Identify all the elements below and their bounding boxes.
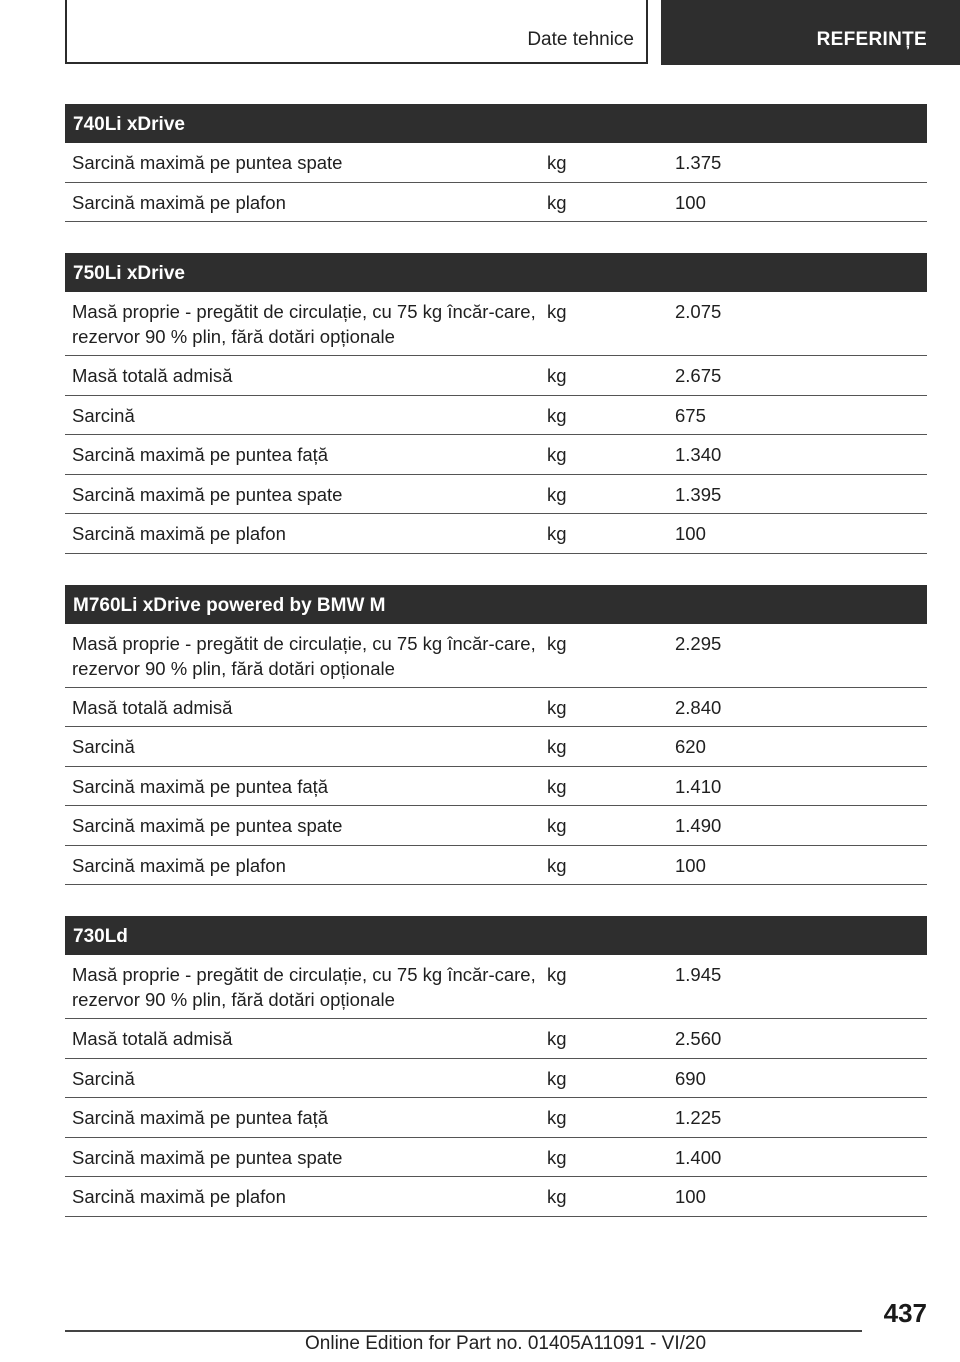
- table-row: [65, 767, 927, 807]
- table-row: [65, 1059, 927, 1099]
- row-label: Sarcină maximă pe plafon: [72, 1186, 286, 1207]
- row-unit: kg: [547, 775, 567, 797]
- row-unit: kg: [547, 696, 567, 718]
- edition-footer: Online Edition for Part no. 01405A11091 - VI/20: [305, 1333, 707, 1354]
- page-number: 437: [883, 1298, 927, 1328]
- row-value: 1.400: [675, 1146, 722, 1168]
- row-value: 2.295: [675, 632, 722, 654]
- table-row: [65, 624, 927, 688]
- row-label: Sarcină maximă pe puntea față: [72, 444, 329, 465]
- row-label: Masă proprie - pregătit de circulație, cu 75 kg încăr‐care, rezervor 90 % plin, fără dotări opționale: [72, 632, 536, 679]
- row-value: 1.340: [675, 444, 722, 465]
- row-unit: kg: [547, 444, 567, 465]
- table-row: [65, 1019, 927, 1059]
- row-value: 1.945: [675, 964, 722, 985]
- row-label: Sarcină maximă pe plafon: [72, 854, 286, 876]
- table-row: [65, 356, 927, 396]
- row-value: 2.675: [675, 365, 722, 386]
- table-row: [65, 396, 927, 436]
- row-value: 100: [675, 191, 706, 213]
- chapter-title: REFERINȚE: [816, 29, 927, 50]
- table-row: [65, 727, 927, 767]
- row-value: 2.560: [675, 1028, 722, 1049]
- row-unit: kg: [547, 1107, 567, 1128]
- row-label: Sarcină maximă pe puntea spate: [72, 815, 343, 836]
- row-value: 100: [675, 523, 706, 544]
- row-value: 1.410: [675, 775, 722, 797]
- row-label: Sarcină maximă pe puntea spate: [72, 152, 343, 173]
- row-unit: kg: [547, 483, 567, 505]
- row-unit: kg: [547, 1067, 567, 1089]
- row-label: Masă totală admisă: [72, 365, 233, 386]
- page-header: [0, 0, 960, 66]
- table-row: [65, 143, 927, 183]
- row-value: 675: [675, 404, 706, 426]
- row-unit: kg: [547, 1146, 567, 1168]
- row-label: Sarcină: [72, 404, 135, 426]
- technical-data-tables: [65, 104, 927, 1248]
- section-tab: [65, 0, 648, 64]
- table-row: [65, 514, 927, 554]
- row-value: 620: [675, 736, 706, 757]
- row-label: Masă proprie - pregătit de circulație, cu 75 kg încăr‐care, rezervor 90 % plin, fără dotări opționale: [72, 964, 536, 1010]
- table-row: [65, 1098, 927, 1138]
- table-row: [65, 292, 927, 356]
- row-value: 690: [675, 1067, 706, 1089]
- table-row: [65, 183, 927, 223]
- chapter-tab: [661, 0, 960, 65]
- row-value: 1.395: [675, 483, 722, 505]
- row-value: 1.225: [675, 1107, 722, 1128]
- spec-table-title: 750Li xDrive: [65, 253, 927, 292]
- row-unit: kg: [547, 301, 567, 322]
- table-row: [65, 475, 927, 515]
- row-label: Sarcină maximă pe plafon: [72, 523, 286, 544]
- row-unit: kg: [547, 365, 567, 386]
- spec-table-title: 740Li xDrive: [65, 104, 927, 143]
- row-value: 1.490: [675, 815, 722, 836]
- row-value: 2.075: [675, 301, 722, 322]
- table-row: [65, 1177, 927, 1217]
- row-unit: kg: [547, 1028, 567, 1049]
- row-unit: kg: [547, 815, 567, 836]
- row-unit: kg: [547, 854, 567, 876]
- row-unit: kg: [547, 964, 567, 985]
- row-unit: kg: [547, 632, 567, 654]
- table-row: [65, 806, 927, 846]
- row-unit: kg: [547, 404, 567, 426]
- section-title: Date tehnice: [527, 29, 634, 50]
- row-label: Sarcină maximă pe puntea spate: [72, 483, 343, 505]
- row-unit: kg: [547, 152, 567, 173]
- row-label: Sarcină: [72, 736, 135, 757]
- row-unit: kg: [547, 1186, 567, 1207]
- row-value: 1.375: [675, 152, 722, 173]
- row-label: Sarcină maximă pe puntea față: [72, 775, 329, 797]
- table-row: [65, 955, 927, 1019]
- row-label: Sarcină: [72, 1067, 135, 1089]
- row-label: Masă proprie - pregătit de circulație, cu 75 kg încăr‐care, rezervor 90 % plin, fără dotări opționale: [72, 301, 536, 347]
- row-unit: kg: [547, 191, 567, 213]
- row-unit: kg: [547, 736, 567, 757]
- row-value: 100: [675, 1186, 706, 1207]
- table-row: [65, 688, 927, 728]
- row-value: 2.840: [675, 696, 722, 718]
- spec-table-title: 730Ld: [65, 916, 927, 955]
- row-label: Sarcină maximă pe plafon: [72, 191, 286, 213]
- table-row: [65, 1138, 927, 1178]
- footer-divider: [65, 1330, 862, 1332]
- table-row: [65, 846, 927, 886]
- spec-table: [65, 916, 927, 1217]
- spec-table: [65, 585, 927, 886]
- spec-table: [65, 253, 927, 554]
- spec-table-title: M760Li xDrive powered by BMW M: [65, 585, 927, 624]
- row-label: Masă totală admisă: [72, 696, 233, 718]
- row-label: Sarcină maximă pe puntea față: [72, 1107, 329, 1128]
- row-unit: kg: [547, 523, 567, 544]
- table-row: [65, 435, 927, 475]
- spec-table: [65, 104, 927, 222]
- row-value: 100: [675, 854, 706, 876]
- row-label: Sarcină maximă pe puntea spate: [72, 1146, 343, 1168]
- row-label: Masă totală admisă: [72, 1028, 233, 1049]
